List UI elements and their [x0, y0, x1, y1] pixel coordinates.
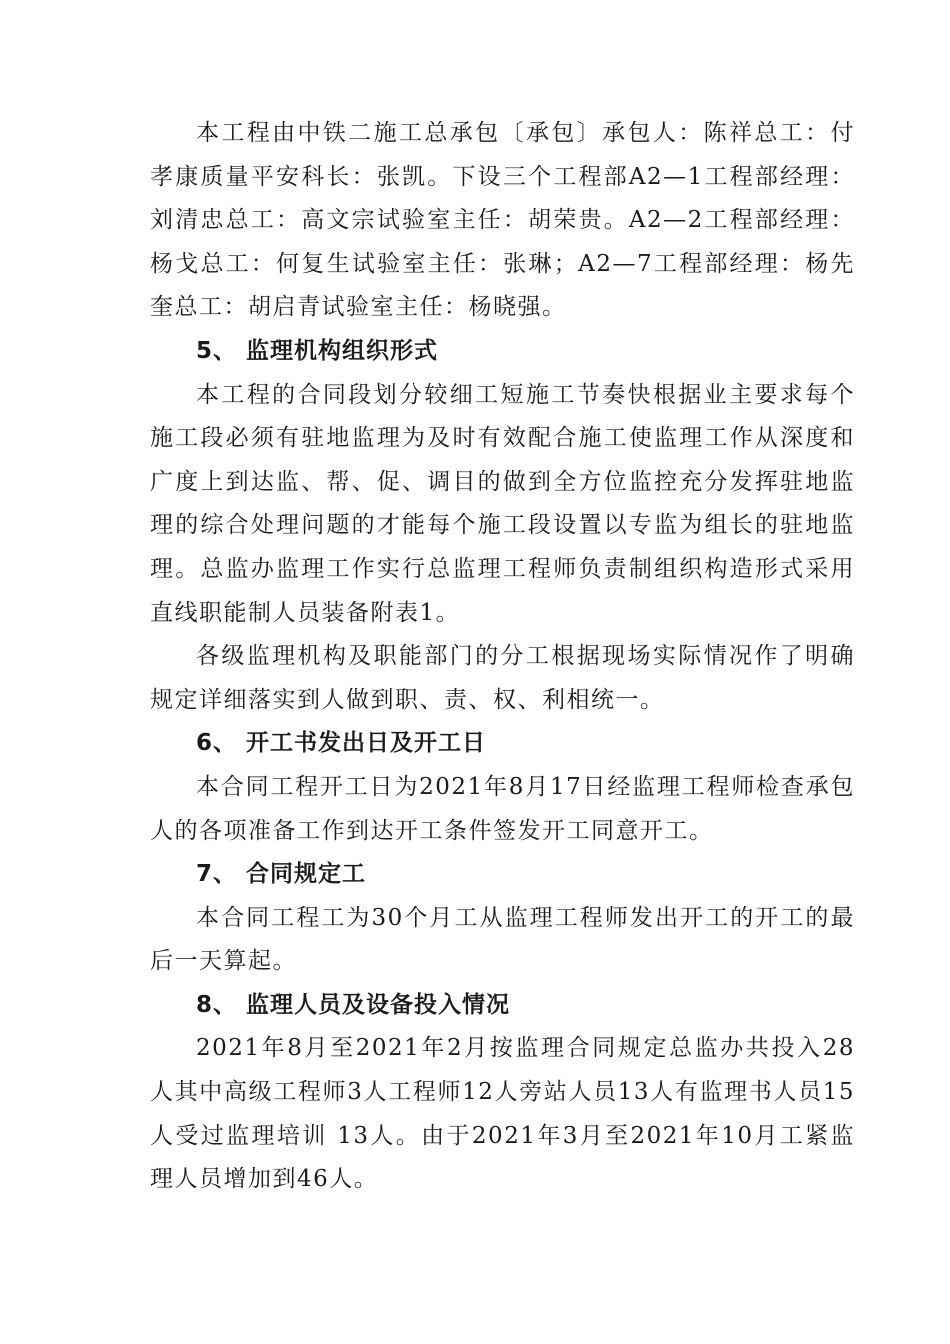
section-heading-7: 7、 合同规定工: [196, 861, 367, 888]
paragraph-division-of-labor: 各级监理机构及职能部门的分工根据现场实际情况作了明确规定详细落实到人做到职、责、权、利相统一。: [150, 643, 855, 713]
section-heading-6: 6、 开工书发出日及开工日: [196, 730, 487, 757]
paragraph-contract-duration: 本合同工程工为30个月工从监理工程师发出开工的开工的最后一天算起。: [150, 904, 855, 975]
paragraph-organization-form: 本工程的合同段划分较细工短施工节奏快根据业主要求每个施工段必须有驻地监理为及时有效配合施工使监理工作从深度和广度上到达监、帮、促、调目的做到全方位监控充分发挥驻地监理的综合处理问题的才能每个施工段设置以专监为组长的驻地监理。总监办监理工作实行总监理工程师负责制组织构造形式采用直线职能制人员装备附表1。: [150, 381, 855, 626]
section-heading-5: 5、 监理机构组织形式: [196, 337, 439, 364]
section-heading-8: 8、 监理人员及设备投入情况: [196, 991, 511, 1018]
document-body: [150, 112, 855, 1202]
paragraph-contractor-staff: 本工程由中铁二施工总承包〔承包〕承包人：陈祥总工：付孝康质量平安科长：张凯。下设三个工程部A2—1工程部经理：刘清忠总工：高文宗试验室主任：胡荣贵。A2—2工程部经理：杨戈总工：何复生试验室主任：张琳；A2—7工程部经理：杨先奎总工：胡启青试验室主任：杨晓强。: [150, 120, 855, 321]
paragraph-start-date: 本合同工程开工日为2021年8月17日经监理工程师检查承包人的各项准备工作到达开工条件签发开工同意开工。: [150, 773, 855, 844]
paragraph-staffing: 2021年8月至2021年2月按监理合同规定总监办共投入28人其中高级工程师3人工程师12人旁站人员13人有监理书人员15人受过监理培训 13人。由于2021年3月至2021年10月工紧监理人员增加到46人。: [150, 1035, 855, 1193]
